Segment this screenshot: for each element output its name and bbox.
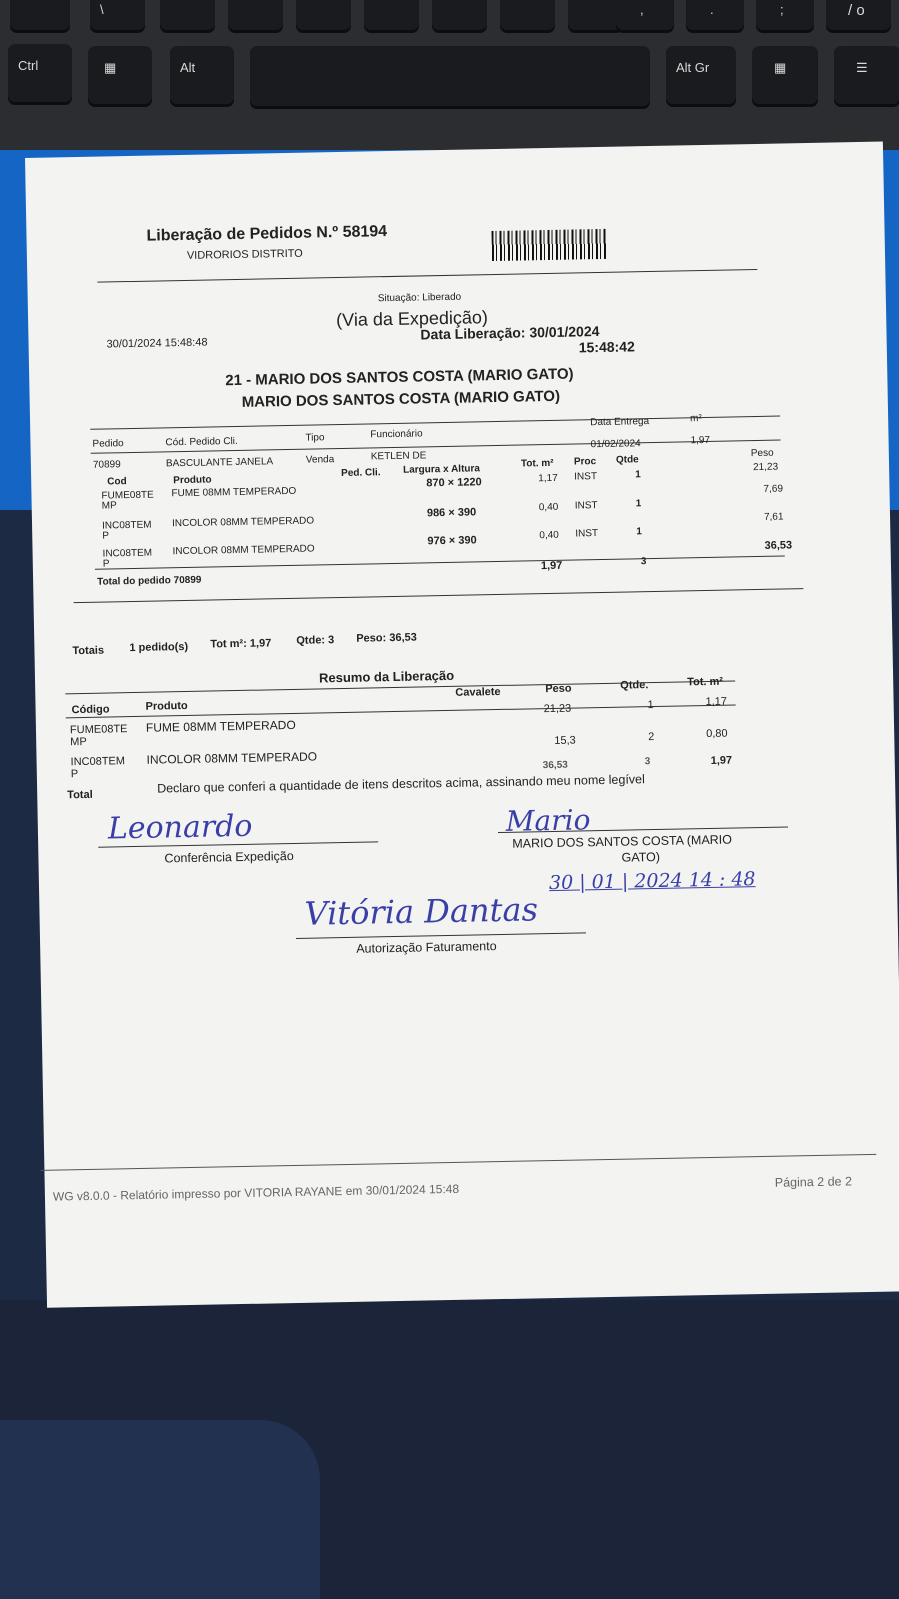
hora-liberacao: 15:48:42 bbox=[578, 338, 635, 356]
table-row: FUME08TE MP FUME 08MM TEMPERADO 21,23 1 1,17 bbox=[69, 695, 728, 749]
key bbox=[228, 0, 283, 30]
totais-qtde: Qtde: 3 bbox=[296, 634, 335, 647]
windows-key-right bbox=[752, 46, 818, 104]
resumo-hdr-peso: Peso bbox=[545, 682, 572, 696]
resumo-total-peso: 36,53 bbox=[542, 759, 568, 772]
background-jeans-fold bbox=[0, 1420, 320, 1599]
resumo-total-label: Total bbox=[67, 788, 93, 802]
barcode bbox=[491, 229, 607, 261]
hdr-produto: Produto bbox=[173, 474, 212, 487]
printed-datetime: 30/01/2024 15:48:48 bbox=[106, 336, 208, 351]
hdr-proc: Proc bbox=[573, 456, 597, 468]
tipo-value: Venda bbox=[305, 454, 335, 466]
hdr-tipo: Tipo bbox=[305, 432, 325, 444]
hdr-pedido: Pedido bbox=[92, 438, 124, 450]
key-semicolon: ; bbox=[756, 0, 814, 30]
total-pedido-peso: 36,53 bbox=[764, 539, 793, 552]
menu-icon: ☰ bbox=[856, 60, 868, 75]
divider bbox=[95, 555, 785, 569]
table-row: INC08TEM P INCOLOR 08MM TEMPERADO 986 × 390 0,40 INST 1 7,69 bbox=[101, 483, 784, 542]
client-line2: MARIO DOS SANTOS COSTA (MARIO GATO) bbox=[241, 387, 561, 411]
resumo-hdr-produto: Produto bbox=[145, 699, 188, 713]
windows-key bbox=[88, 46, 152, 104]
table-row: INC08TEM P INCOLOR 08MM TEMPERADO 976 × 390 0,40 INST 1 7,61 bbox=[102, 511, 784, 570]
resumo-hdr-qtde: Qtde. bbox=[620, 679, 649, 692]
via-label: (Via da Expedição) bbox=[335, 307, 489, 331]
key-backslash: \ bbox=[90, 0, 145, 30]
resumo-hdr-tot: Tot. m² bbox=[687, 675, 724, 689]
total-pedido-label: Total do pedido 70899 bbox=[97, 574, 202, 588]
client-sign-label1: MARIO DOS SANTOS COSTA (MARIO bbox=[512, 832, 733, 851]
resumo-hdr-cavalete: Cavalete bbox=[455, 685, 501, 699]
divider bbox=[97, 269, 757, 283]
document-page bbox=[25, 142, 899, 1308]
key bbox=[568, 0, 623, 30]
hdr-tot-m2: Tot. m² bbox=[520, 457, 554, 470]
conferencia-label: Conferência Expedição bbox=[164, 848, 294, 866]
totais-m2: Tot m²: 1,97 bbox=[210, 637, 272, 651]
total-pedido-qtde: 3 bbox=[640, 556, 647, 568]
key-slash: / o bbox=[826, 0, 891, 30]
hdr-peso: Peso bbox=[750, 447, 774, 460]
doc-title: Liberação de Pedidos N.º 58194 bbox=[146, 223, 388, 245]
resumo-title: Resumo da Liberação bbox=[318, 667, 455, 686]
hdr-ped-cli: Ped. Cli. bbox=[341, 467, 381, 479]
hdr-m2: m² bbox=[690, 413, 702, 425]
footer-divider bbox=[40, 1154, 876, 1171]
resumo-total-qtde: 3 bbox=[644, 756, 651, 768]
footer-print-info: WG v8.0.0 - Relatório impresso por VITORIA RAYANE em 30/01/2024 15:48 bbox=[52, 1181, 460, 1204]
key bbox=[364, 0, 419, 30]
declaro-text: Declaro que conferi a quantidade de itens descritos acima, assinando meu nome legível bbox=[156, 772, 645, 796]
situacao: Situação: Liberado bbox=[377, 291, 462, 305]
menu-key bbox=[834, 46, 899, 104]
hdr-funcionario-text: Funcionário bbox=[370, 428, 423, 441]
signature-client: Mario bbox=[505, 803, 591, 838]
totais-pedidos: 1 pedido(s) bbox=[129, 640, 189, 655]
hdr-cod-pedido-cli: Cód. Pedido Cli. bbox=[165, 435, 238, 449]
client-line1: 21 - MARIO DOS SANTOS COSTA (MARIO GATO) bbox=[225, 365, 574, 390]
alt-key: Alt bbox=[170, 46, 234, 104]
signature-conferencia: Leonardo bbox=[107, 808, 253, 847]
signature-autorizacao: Vitória Dantas bbox=[304, 890, 539, 933]
hdr-cod: Cod bbox=[107, 476, 127, 488]
key bbox=[432, 0, 487, 30]
key bbox=[10, 0, 70, 30]
ctrl-key: Ctrl bbox=[8, 44, 72, 102]
table-row: INC08TEM P INCOLOR 08MM TEMPERADO 15,3 2 0,80 bbox=[70, 727, 728, 781]
cod-pedido-cli: BASCULANTE JANELA bbox=[165, 456, 274, 470]
hdr-largura-altura: Largura x Altura bbox=[402, 463, 481, 476]
company-name: VIDRORIOS DISTRITO bbox=[186, 247, 303, 262]
key-period: . bbox=[686, 0, 744, 30]
hdr-data-entrega: Data Entrega bbox=[590, 416, 650, 429]
key bbox=[160, 0, 215, 30]
spacebar bbox=[250, 46, 650, 106]
autorizacao-label: Autorização Faturamento bbox=[356, 939, 497, 956]
handwritten-date: 30 | 01 | 2024 14 : 48 bbox=[548, 868, 756, 895]
key bbox=[296, 0, 351, 30]
pedido-num: 70899 bbox=[92, 459, 121, 471]
signature-line bbox=[296, 932, 586, 939]
client-sign-label2: GATO) bbox=[621, 849, 661, 865]
totais-peso: Peso: 36,53 bbox=[356, 631, 417, 645]
altgr-key: Alt Gr bbox=[666, 46, 736, 104]
table-row: FUME08TE MP FUME 08MM TEMPERADO 870 × 1220 1,17 INST 1 21,23 bbox=[101, 461, 779, 512]
total-pedido-m2: 1,97 bbox=[540, 559, 563, 573]
hdr-qtde: Qtde bbox=[615, 454, 639, 466]
data-liberacao: Data Liberação: 30/01/2024 bbox=[420, 323, 600, 343]
resumo-total-m2: 1,97 bbox=[710, 754, 733, 767]
windows-icon: ▦ bbox=[774, 60, 787, 75]
key-comma: , bbox=[616, 0, 674, 30]
windows-icon: ▦ bbox=[104, 60, 117, 75]
funcionario-value: KETLEN DE bbox=[370, 450, 427, 463]
key bbox=[500, 0, 555, 30]
divider bbox=[74, 588, 804, 603]
footer-page-number: Página 2 de 2 bbox=[774, 1174, 853, 1190]
totais-label: Totais bbox=[72, 644, 105, 658]
resumo-hdr-codigo: Código bbox=[71, 703, 110, 717]
m2-value: 1,97 bbox=[690, 434, 711, 447]
divider bbox=[90, 416, 780, 430]
data-entrega-value: 01/02/2024 bbox=[590, 438, 641, 451]
